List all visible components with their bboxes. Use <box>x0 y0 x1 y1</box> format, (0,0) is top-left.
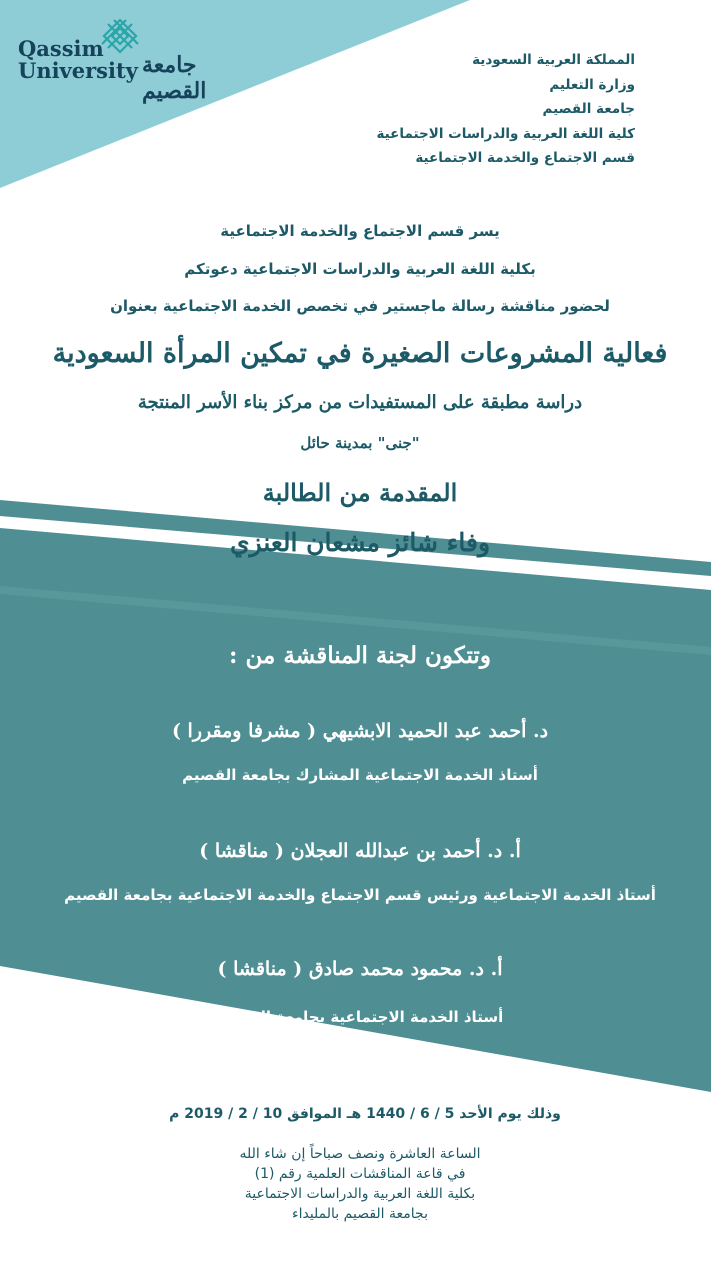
footer-line: الساعة العاشرة ونصف صباحاً إن شاء الله <box>239 1146 481 1162</box>
header-line: جامعة القصيم <box>542 101 635 117</box>
committee-member-name: أ. د. محمود محمد صادق ( مناقشا ) <box>217 958 503 980</box>
thesis-subtitle: دراسة مطبقة على المستفيدات من مركز بناء الأسر المنتجة <box>137 392 583 413</box>
thesis-title: فعالية المشروعات الصغيرة في تمكين المرأة السعودية <box>52 338 668 369</box>
header-line: كلية اللغة العربية والدراسات الاجتماعية <box>376 125 635 142</box>
defense-details <box>180 1144 540 1224</box>
header-line: وزارة التعليم <box>549 76 635 93</box>
committee-heading: وتتكون لجنة المناقشة من : <box>229 642 491 669</box>
committee-member-name: د. أحمد عبد الحميد الابشيهي ( مشرفا ومقررا ) <box>171 720 549 742</box>
committee-member-role: أستاذ الخدمة الاجتماعية ورئيس قسم الاجتماع والخدمة الاجتماعية بجامعة القصيم <box>64 886 656 904</box>
logo-en-line2: University <box>18 58 138 83</box>
header-line: قسم الاجتماع والخدمة الاجتماعية <box>415 150 635 166</box>
footer-line: بجامعة القصيم بالمليداء <box>292 1206 428 1222</box>
committee-member-role: أستاذ الخدمة الاجتماعية المشارك بجامعة القصيم <box>182 766 538 784</box>
header-line: المملكة العربية السعودية <box>472 52 635 68</box>
university-logo <box>18 20 258 104</box>
intro-line-1: يسر قسم الاجتماع والخدمة الاجتماعية <box>220 222 500 240</box>
footer-line: في قاعة المناقشات العلمية رقم (1) <box>254 1166 466 1182</box>
presenter-name: وفاء شائز مشعان العنزي <box>229 528 491 557</box>
header-org-lines <box>315 48 635 171</box>
intro-line-3: لحضور مناقشة رسالة ماجستير في تخصص الخدمة الاجتماعية بعنوان <box>110 297 610 315</box>
committee-member-role: أستاذ الخدمة الاجتماعية بجامعة القصيم <box>216 1008 504 1026</box>
intro-line-2: بكلية اللغة العربية والدراسات الاجتماعية دعوتكم <box>184 260 536 278</box>
defense-date: وذلك يوم الأحد 5 / 6 / 1440 هـ الموافق 10 / 2 / 2019 م <box>169 1106 561 1122</box>
committee-member-name: أ. د. أحمد بن عبدالله العجلان ( مناقشا ) <box>199 840 521 862</box>
logo-text-ar: جامعة القصيم <box>142 52 207 104</box>
thesis-subtitle-location: "جنى" بمدينة حائل <box>300 434 420 452</box>
logo-en-line1: Qassim <box>18 36 104 61</box>
footer-line: بكلية اللغة العربية والدراسات الاجتماعية <box>244 1186 476 1202</box>
logo-text-en <box>18 38 138 82</box>
presenter-label: المقدمة من الطالبة <box>262 478 458 507</box>
